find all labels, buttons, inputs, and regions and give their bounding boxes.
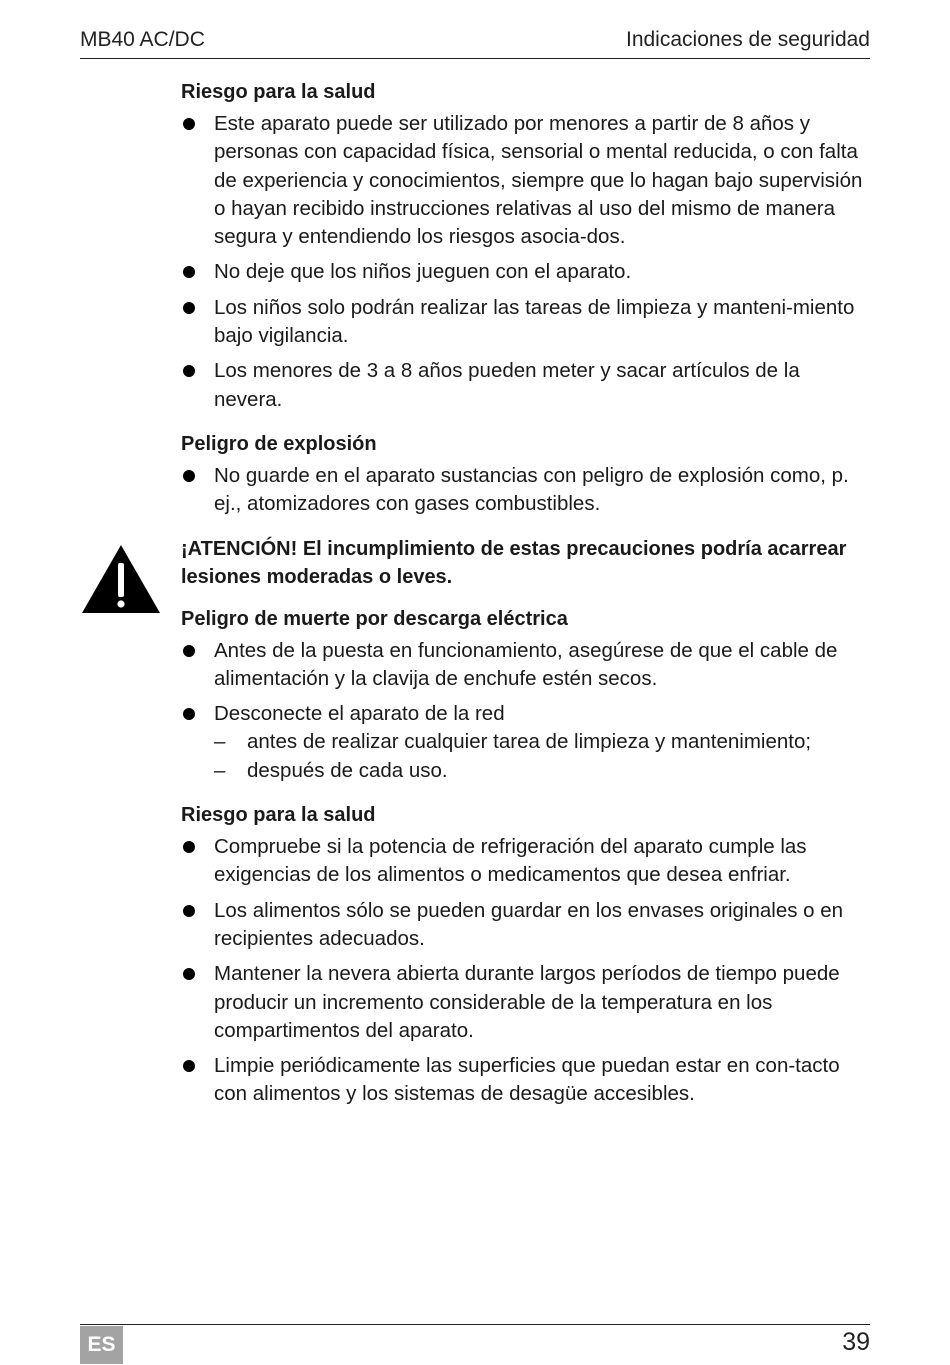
bullet-list [181, 110, 873, 414]
bullet-icon [183, 968, 195, 980]
list-item-text: No guarde en el aparato sustancias con peligro de explosión como, p. ej., atomizadores con gases combustibles. [214, 463, 849, 516]
bullet-icon [183, 645, 195, 657]
list-item [181, 110, 873, 251]
dash-item [214, 757, 873, 785]
page-content [181, 78, 873, 1125]
list-item [181, 258, 873, 286]
list-item [181, 357, 873, 414]
language-badge: ES [80, 1326, 123, 1364]
list-item [181, 1052, 873, 1109]
list-item-text: Limpie periódicamente las superficies que puedan estar en con-tacto con alimentos y los sistemas de desagüe accesibles. [214, 1054, 840, 1106]
list-item-text: No deje que los niños jueguen con el aparato. [214, 260, 632, 284]
list-item [181, 294, 873, 351]
page-number: 39 [842, 1328, 870, 1356]
list-item-text: Los niños solo podrán realizar las tareas de limpieza y manteni-miento bajo vigilancia. [214, 295, 855, 348]
bullet-icon [183, 365, 195, 377]
list-item-text: Este aparato puede ser utilizado por menores a partir de 8 años y personas con capacidad física, sensorial o mental reducida, o con falta de experiencia y conocimientos, siempre que lo hagan bajo supervisión o hayan recibido instrucciones relativas al uso del mismo de manera segura y entendiendo los riesgos asocia-dos. [214, 112, 863, 249]
electric-shock-section [181, 605, 873, 785]
explosion-section [181, 430, 873, 519]
bullet-icon [183, 118, 195, 130]
list-item [181, 833, 873, 890]
list-item [181, 897, 873, 954]
list-item-text: Los menores de 3 a 8 años pueden meter y sacar artículos de la nevera. [214, 359, 800, 411]
bullet-icon [183, 841, 195, 853]
list-item [181, 462, 873, 519]
dash-item-text: antes de realizar cualquier tarea de limpieza y mantenimiento; [247, 730, 812, 754]
bullet-icon [183, 470, 195, 482]
dash-item [214, 728, 873, 756]
section-heading: Peligro de explosión [181, 432, 377, 455]
warning-triangle-icon [80, 543, 162, 615]
bullet-list [181, 637, 873, 785]
dash-item-text: después de cada uso. [247, 758, 448, 782]
bullet-icon [183, 708, 195, 720]
chapter-title: Indicaciones de seguridad [625, 28, 870, 51]
bullet-icon [183, 302, 195, 314]
list-item-text: Desconecte el aparato de la red [214, 702, 505, 726]
bullet-icon [183, 905, 195, 917]
list-item-text: Compruebe si la potencia de refrigeración del aparato cumple las exigencias de los alimentos o medicamentos que desea enfriar. [214, 835, 807, 887]
section-heading: Peligro de muerte por descarga eléctrica [181, 607, 568, 630]
list-item [181, 700, 873, 785]
list-item-text: Antes de la puesta en funcionamiento, asegúrese de que el cable de alimentación y la clavija de enchufe estén secos. [214, 638, 838, 690]
section-heading: Riesgo para la salud [181, 804, 376, 827]
list-item [181, 960, 873, 1045]
footer-divider [80, 1324, 870, 1325]
list-item-text: Mantener la nevera abierta durante largos períodos de tiempo puede producir un incremento considerable de la temperatura en los compartimentos del aparato. [214, 962, 840, 1042]
health-risk-section-2 [181, 801, 873, 1109]
dash-list [214, 728, 873, 785]
bullet-list [181, 833, 873, 1109]
page-header [80, 28, 870, 59]
dash-icon: – [214, 730, 226, 754]
list-item-text: Los alimentos sólo se pueden guardar en los envases originales o en recipientes adecuados. [214, 898, 844, 950]
bullet-list [181, 462, 873, 519]
caution-notice [181, 535, 873, 591]
bullet-icon [183, 1060, 195, 1072]
health-risk-section [181, 78, 873, 414]
bullet-icon [183, 266, 195, 278]
list-item [181, 637, 873, 694]
section-heading: Riesgo para la salud [181, 81, 376, 103]
model-name: MB40 AC/DC [80, 28, 205, 51]
caution-text: ¡ATENCIÓN! El incumplimiento de estas precauciones podría acarrear lesiones moderadas o leves. [181, 537, 847, 588]
dash-icon: – [214, 758, 226, 782]
